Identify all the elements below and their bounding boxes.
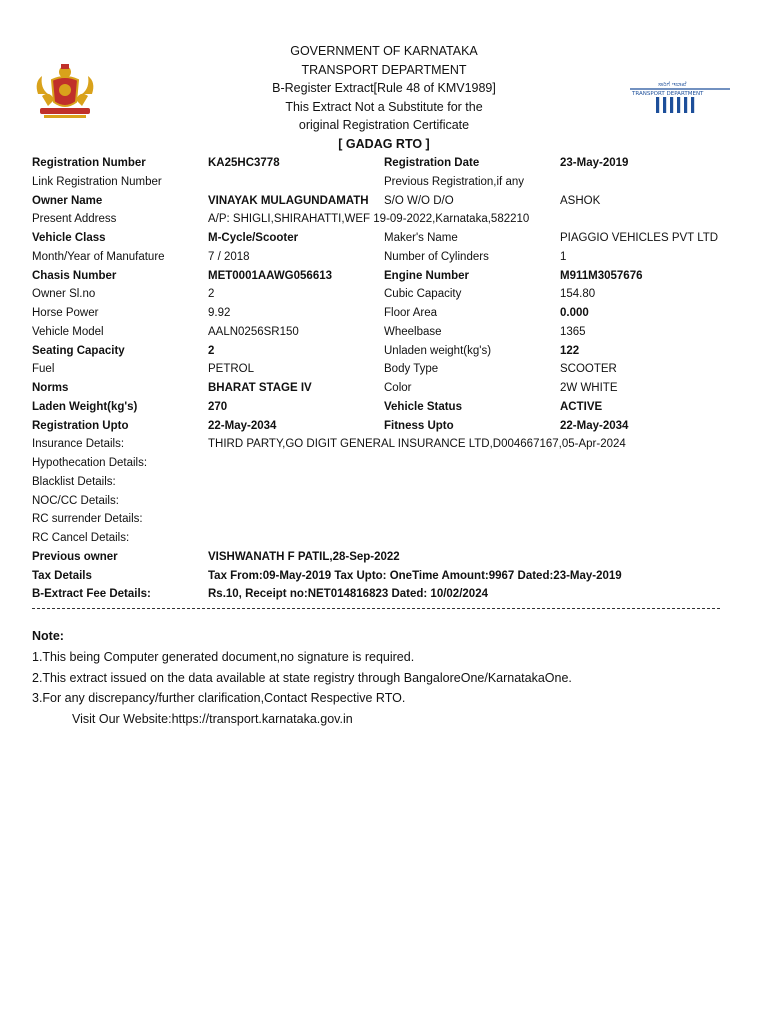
field-label: Vehicle Status <box>384 400 462 413</box>
table-row <box>32 342 732 361</box>
table-row <box>32 454 732 473</box>
field-label: Vehicle Model <box>32 325 104 338</box>
field-value: SCOOTER <box>560 363 617 376</box>
field-value: VINAYAK MULAGUNDAMATH <box>208 194 369 207</box>
registration-details-table <box>32 154 732 604</box>
table-row <box>32 435 732 454</box>
field-label: Present Address <box>32 213 117 226</box>
table-row <box>32 585 732 604</box>
table-row <box>32 548 732 567</box>
field-label: Previous Registration,if any <box>384 175 524 188</box>
field-value: 2W WHITE <box>560 382 618 394</box>
field-value: 22-May-2034 <box>560 419 629 432</box>
field-label: RC Cancel Details: <box>32 532 130 544</box>
field-label: Chasis Number <box>32 269 117 282</box>
field-label: Norms <box>32 382 69 394</box>
table-row <box>32 492 732 511</box>
rto-name: [ GADAG RTO ] <box>338 136 430 151</box>
header-disclaimer-1: This Extract Not a Substitute for the <box>285 99 483 114</box>
field-value: 22-May-2034 <box>208 419 277 432</box>
field-value: 270 <box>208 400 228 413</box>
field-value: Rs.10, Receipt no:NET014816823 Dated: 10/02/2024 <box>208 588 488 601</box>
field-label: Floor Area <box>384 307 438 319</box>
field-label: Number of Cylinders <box>384 250 489 263</box>
field-value: 1365 <box>560 325 586 338</box>
field-value: KA25HC3778 <box>208 157 280 169</box>
website-note: Visit Our Website:https://transport.karnataka.gov.in <box>72 712 353 727</box>
table-row <box>32 323 732 342</box>
field-label: Seating Capacity <box>32 344 125 357</box>
dashed-divider <box>32 608 720 609</box>
field-label: Blacklist Details: <box>32 475 116 488</box>
field-value: A/P: SHIGLI,SHIRAHATTI,WEF 19-09-2022,Karnataka,582210 <box>208 213 530 226</box>
field-label: Maker's Name <box>384 232 458 244</box>
table-row <box>32 267 732 286</box>
field-label: Unladen weight(kg's) <box>384 344 492 357</box>
notes-title: Note: <box>32 629 64 643</box>
field-value: M-Cycle/Scooter <box>208 232 299 244</box>
header-disclaimer-2: original Registration Certificate <box>298 118 470 133</box>
transport-department-logo-icon <box>628 80 732 114</box>
field-value: BHARAT STAGE IV <box>208 382 312 394</box>
field-label: Body Type <box>384 363 439 376</box>
field-label: S/O W/O D/O <box>384 194 454 207</box>
logo-text: TRANSPORT DEPARTMENT <box>632 91 704 97</box>
field-value: 7 / 2018 <box>208 250 250 263</box>
header-government: GOVERNMENT OF KARNATAKA <box>290 44 478 58</box>
note-1: 1.This being Computer generated document,no signature is required. <box>32 649 415 664</box>
table-row <box>32 304 732 323</box>
field-label: Registration Date <box>384 157 480 169</box>
table-row <box>32 154 732 173</box>
field-value: Tax From:09-May-2019 Tax Upto: OneTime Amount:9967 Dated:23-May-2019 <box>208 569 622 582</box>
field-value: 23-May-2019 <box>560 157 629 169</box>
field-label: Registration Upto <box>32 419 129 432</box>
field-value: 122 <box>560 344 580 357</box>
field-label: Color <box>384 382 412 394</box>
field-value: THIRD PARTY,GO DIGIT GENERAL INSURANCE LTD,D004667167,05-Apr-2024 <box>208 438 626 451</box>
field-value: ACTIVE <box>560 400 603 413</box>
note-2: 2.This extract issued on the data available at state registry through BangaloreOne/KarnatakaOne. <box>32 670 572 685</box>
field-label: Insurance Details: <box>32 438 125 451</box>
field-value: PETROL <box>208 363 255 376</box>
table-row <box>32 529 732 548</box>
field-value: 154.80 <box>560 288 596 301</box>
field-value: 2 <box>208 344 215 357</box>
field-value: 1 <box>560 250 567 263</box>
table-row <box>32 360 732 379</box>
field-label: Hypothecation Details: <box>32 457 148 469</box>
table-row <box>32 379 732 398</box>
field-label: Cubic Capacity <box>384 288 462 301</box>
field-label: Laden Weight(kg's) <box>32 400 138 413</box>
table-row <box>32 473 732 492</box>
field-label: Fuel <box>32 363 55 376</box>
field-value: 0.000 <box>560 307 589 319</box>
karnataka-emblem-icon <box>30 60 100 120</box>
table-row <box>32 285 732 304</box>
field-value: VISHWANATH F PATIL,28-Sep-2022 <box>208 550 400 563</box>
header-department: TRANSPORT DEPARTMENT <box>301 62 467 77</box>
table-row <box>32 210 732 229</box>
field-label: Month/Year of Manufature <box>32 250 165 263</box>
field-label: NOC/CC Details: <box>32 494 119 507</box>
field-value: PIAGGIO VEHICLES PVT LTD <box>560 232 719 244</box>
header-extract-title: B-Register Extract[Rule 48 of KMV1989] <box>272 81 496 96</box>
field-label: B-Extract Fee Details: <box>32 588 151 601</box>
notes-section <box>32 626 572 730</box>
table-row <box>32 248 732 267</box>
field-value: M911M3057676 <box>560 269 643 282</box>
field-label: Link Registration Number <box>32 175 162 188</box>
field-label: Engine Number <box>384 269 469 282</box>
table-row <box>32 192 732 211</box>
svg-text:ಸಾರಿಗೆ ಇಲಾಖೆ: ಸಾರಿಗೆ ಇಲಾಖೆ <box>658 81 687 88</box>
field-label: Registration Number <box>32 157 146 169</box>
field-label: Wheelbase <box>384 325 442 338</box>
field-label: RC surrender Details: <box>32 513 143 526</box>
table-row <box>32 173 732 192</box>
field-label: Owner Sl.no <box>32 288 96 301</box>
field-label: Fitness Upto <box>384 419 454 432</box>
table-row <box>32 510 732 529</box>
field-label: Owner Name <box>32 194 103 207</box>
field-value: ASHOK <box>560 194 601 207</box>
table-row <box>32 229 732 248</box>
table-row <box>32 567 732 586</box>
field-label: Horse Power <box>32 307 99 319</box>
field-label: Tax Details <box>32 569 92 582</box>
field-value: MET0001AAWG056613 <box>208 269 333 282</box>
field-value: 2 <box>208 288 215 301</box>
table-row <box>32 417 732 436</box>
table-row <box>32 398 732 417</box>
note-3: 3.For any discrepancy/further clarification,Contact Respective RTO. <box>32 691 406 706</box>
field-value: AALN0256SR150 <box>208 325 299 338</box>
field-label: Vehicle Class <box>32 232 106 244</box>
field-value: 9.92 <box>208 307 231 319</box>
field-label: Previous owner <box>32 550 118 563</box>
